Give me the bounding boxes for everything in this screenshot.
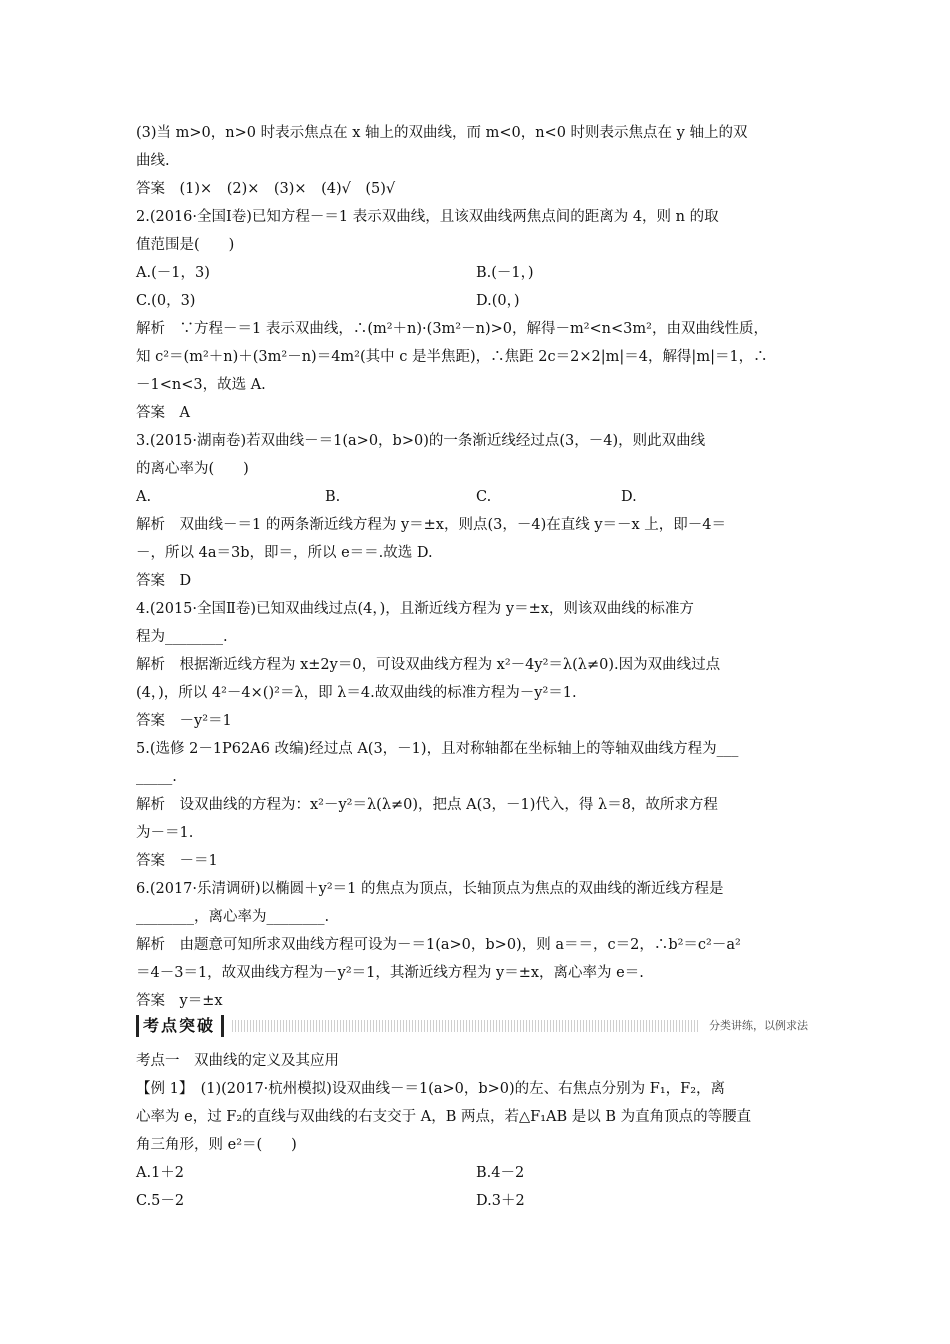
analysis-line: 解析 由题意可知所求双曲线方程可设为－＝1(a>0，b>0)，则 a＝＝，c＝2，∴b²＝c²－a²: [136, 937, 741, 953]
q3-option-c: C.: [476, 489, 492, 505]
q2-option-d: D.(0，): [476, 293, 520, 309]
answer-line: 答案 －y²＝1: [136, 713, 232, 729]
question-2: 2.(2016·全国Ⅰ卷)已知方程－＝1 表示双曲线，且该双曲线两焦点间的距离为 4，则 n 的取: [136, 209, 719, 225]
question-5: 5.(选修 2－1P62A6 改编)经过点 A(3，－1)，且对称轴都在坐标轴上的等轴双曲线方程为___: [136, 741, 739, 757]
text-line: (3)当 m>0，n>0 时表示焦点在 x 轴上的双曲线，而 m<0，n<0 时则表示焦点在 y 轴上的双: [136, 125, 748, 141]
text-line: 角三角形，则 e²＝( ): [136, 1137, 297, 1153]
answer-line: 答案 D: [136, 573, 192, 589]
text-line: ________，离心率为________.: [136, 909, 330, 925]
text-line: (4，)，所以 4²－4×()²＝λ，即 λ＝4.故双曲线的标准方程为－y²＝1.: [136, 685, 577, 701]
section-banner: [136, 1015, 812, 1037]
ex1-option-d: D.3＋2: [476, 1193, 525, 1209]
text-line: 知 c²＝(m²＋n)＋(3m²－n)＝4m²(其中 c 是半焦距)，∴焦距 2c＝2×2|m|＝4，解得|m|＝1，∴: [136, 349, 768, 365]
question-3: 3.(2015·湖南卷)若双曲线－＝1(a>0，b>0)的一条渐近线经过点(3，－4)，则此双曲线: [136, 433, 706, 449]
banner-tagline: 分类讲练，以例求法: [699, 1017, 812, 1035]
q2-option-c: C.(0，3): [136, 293, 196, 309]
q3-option-b: B.: [325, 489, 341, 505]
answer-line: 答案 －＝1: [136, 853, 218, 869]
ex1-option-a: A.1＋2: [136, 1165, 185, 1181]
answer-line: 答案 y＝±x: [136, 993, 223, 1009]
q3-option-a: A.: [136, 489, 152, 505]
analysis-line: 解析 设双曲线的方程为：x²－y²＝λ(λ≠0)，把点 A(3，－1)代入，得 λ＝8，故所求方程: [136, 797, 718, 813]
q2-option-a: A.(－1，3): [136, 265, 210, 281]
question-6: 6.(2017·乐清调研)以椭圆＋y²＝1 的焦点为顶点，长轴顶点为焦点的双曲线的渐近线方程是: [136, 881, 724, 897]
text-line: 程为________.: [136, 629, 228, 645]
text-line: －，所以 4a＝3b，即＝，所以 e＝＝.故选 D.: [136, 545, 433, 561]
text-line: ＝4－3＝1，故双曲线方程为－y²＝1，其渐近线方程为 y＝±x，离心率为 e＝.: [136, 965, 644, 981]
text-line: －1<n<3，故选 A.: [136, 377, 266, 393]
text-line: 值范围是( ): [136, 237, 235, 253]
banner-title: 考点突破: [136, 1015, 224, 1037]
question-4: 4.(2015·全国Ⅱ卷)已知双曲线过点(4，)，且渐近线方程为 y＝±x，则该双曲线的标准方: [136, 601, 694, 617]
text-line: _____.: [136, 769, 177, 785]
analysis-line: 解析 根据渐近线方程为 x±2y＝0，可设双曲线方程为 x²－4y²＝λ(λ≠0).因为双曲线过点: [136, 657, 721, 673]
answer-line: 答案 (1)× (2)× (3)× (4)√ (5)√: [136, 181, 396, 197]
text-line: 为－＝1.: [136, 825, 194, 841]
q3-option-d: D.: [621, 489, 637, 505]
text-line: 曲线.: [136, 153, 170, 169]
example-1: 【例 1】 (1)(2017·杭州模拟)设双曲线－＝1(a>0，b>0)的左、右焦点分别为 F₁，F₂，离: [136, 1081, 726, 1097]
analysis-line: 解析 双曲线－＝1 的两条渐近线方程为 y＝±x，则点(3，－4)在直线 y＝－x 上，即－4＝: [136, 517, 727, 533]
subsection-heading: 考点一 双曲线的定义及其应用: [136, 1053, 339, 1069]
text-line: 心率为 e，过 F₂的直线与双曲线的右支交于 A，B 两点，若△F₁AB 是以 B 为直角顶点的等腰直: [136, 1109, 752, 1125]
answer-line: 答案 A: [136, 405, 190, 421]
q2-option-b: B.(－1，): [476, 265, 534, 281]
text-line: 的离心率为( ): [136, 461, 249, 477]
ex1-option-b: B.4－2: [476, 1165, 525, 1181]
ex1-option-c: C.5－2: [136, 1193, 185, 1209]
analysis-line: 解析 ∵方程－＝1 表示双曲线，∴(m²＋n)·(3m²－n)>0，解得－m²<n<3m²，由双曲线性质，: [136, 321, 768, 337]
